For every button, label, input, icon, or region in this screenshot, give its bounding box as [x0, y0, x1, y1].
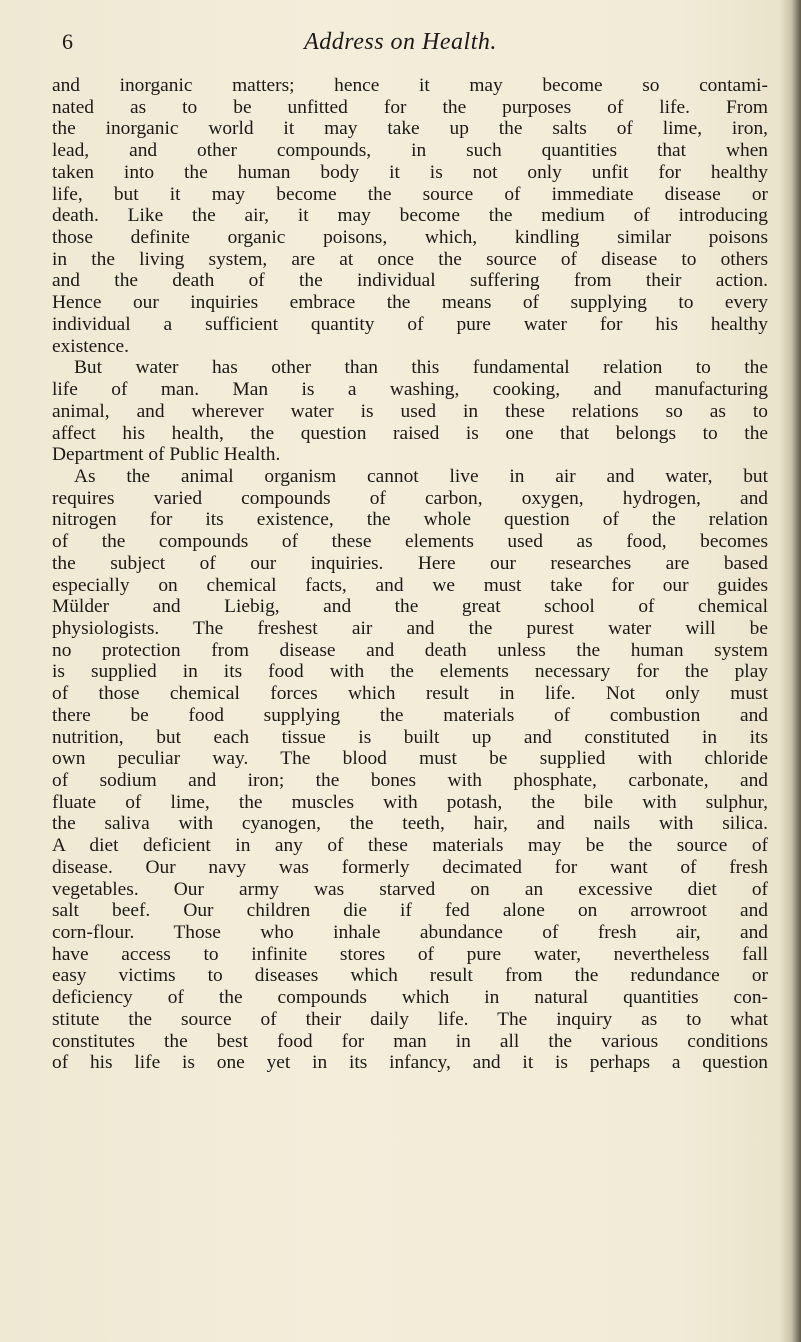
text-line: those definite organic poisons, which, kindling similar poisons — [52, 227, 768, 249]
text-line: own peculiar way. The blood must be supplied with chloride — [52, 748, 768, 770]
text-line: of the compounds of these elements used as food, becomes — [52, 531, 768, 553]
text-line: the saliva with cyanogen, the teeth, hair, and nails with silica. — [52, 813, 768, 835]
text-line: the inorganic world it may take up the salts of lime, iron, — [52, 118, 768, 140]
text-line: life of man. Man is a washing, cooking, and manufacturing — [52, 379, 768, 401]
text-line: salt beef. Our children die if fed alone on arrowroot and — [52, 900, 768, 922]
text-line: the subject of our inquiries. Here our researches are based — [52, 552, 768, 574]
text-line: life, but it may become the source of immediate disease or — [52, 183, 768, 205]
text-line: there be food supplying the materials of combustion and — [52, 704, 768, 726]
text-line: Hence our inquiries embrace the means of supplying to every — [52, 292, 768, 314]
text-line: have access to infinite stores of pure water, nevertheless fall — [52, 943, 768, 965]
body-text — [52, 75, 768, 1074]
page-edge-shadow — [779, 0, 801, 1342]
text-line: A diet deficient in any of these materials may be the source of — [52, 835, 768, 857]
text-line: in the living system, are at once the source of disease to others — [52, 248, 768, 270]
text-line: nated as to be unfitted for the purposes of life. From — [52, 96, 768, 118]
text-line: disease. Our navy was formerly decimated for want of fresh — [52, 856, 768, 878]
text-line: animal, and wherever water is used in these relations so as to — [52, 400, 768, 422]
text-line: constitutes the best food for man in all the various conditions — [52, 1030, 768, 1052]
text-line: corn-flour. Those who inhale abundance of fresh air, and — [52, 922, 768, 944]
text-line: lead, and other compounds, in such quantities that when — [52, 140, 768, 162]
text-line: Department of Public Health. — [52, 444, 281, 466]
text-line: stitute the source of their daily life. The inquiry as to what — [52, 1008, 768, 1030]
text-line: and the death of the individual suffering from their action. — [52, 270, 768, 292]
text-line: nitrogen for its existence, the whole question of the relation — [52, 509, 768, 531]
text-line: is supplied in its food with the elements necessary for the play — [52, 661, 768, 683]
text-line: death. Like the air, it may become the medium of introducing — [52, 205, 768, 227]
text-line: of those chemical forces which result in life. Not only must — [52, 683, 768, 705]
text-line: physiologists. The freshest air and the purest water will be — [52, 617, 768, 639]
text-line: deficiency of the compounds which in natural quantities con- — [52, 987, 768, 1009]
text-line: of his life is one yet in its infancy, and it is perhaps a question — [52, 1052, 768, 1074]
running-head: Address on Health. — [304, 29, 497, 55]
text-line: requires varied compounds of carbon, oxygen, hydrogen, and — [52, 487, 768, 509]
text-line: especially on chemical facts, and we must take for our guides — [52, 574, 768, 596]
text-line: taken into the human body it is not only unfit for healthy — [52, 161, 768, 183]
text-line: easy victims to diseases which result from the redundance or — [52, 965, 768, 987]
text-line: affect his health, the question raised is one that belongs to the — [52, 422, 768, 444]
text-line: and inorganic matters; hence it may become so contami- — [52, 75, 768, 96]
page-number: 6 — [62, 29, 73, 54]
text-line: individual a sufficient quantity of pure water for his healthy — [52, 313, 768, 335]
text-line: Mülder and Liebig, and the great school of chemical — [52, 596, 768, 618]
text-line: But water has other than this fundamental relation to the — [74, 357, 768, 379]
text-line: fluate of lime, the muscles with potash, the bile with sulphur, — [52, 791, 768, 813]
text-line: of sodium and iron; the bones with phosphate, carbonate, and — [52, 770, 768, 791]
text-line: no protection from disease and death unless the human system — [52, 639, 768, 661]
text-line: nutrition, but each tissue is built up and constituted in its — [52, 726, 768, 748]
text-line: existence. — [52, 335, 129, 357]
text-line: As the animal organism cannot live in air and water, but — [74, 465, 768, 487]
page-header — [0, 22, 801, 62]
text-line: vegetables. Our army was starved on an excessive diet of — [52, 878, 768, 900]
